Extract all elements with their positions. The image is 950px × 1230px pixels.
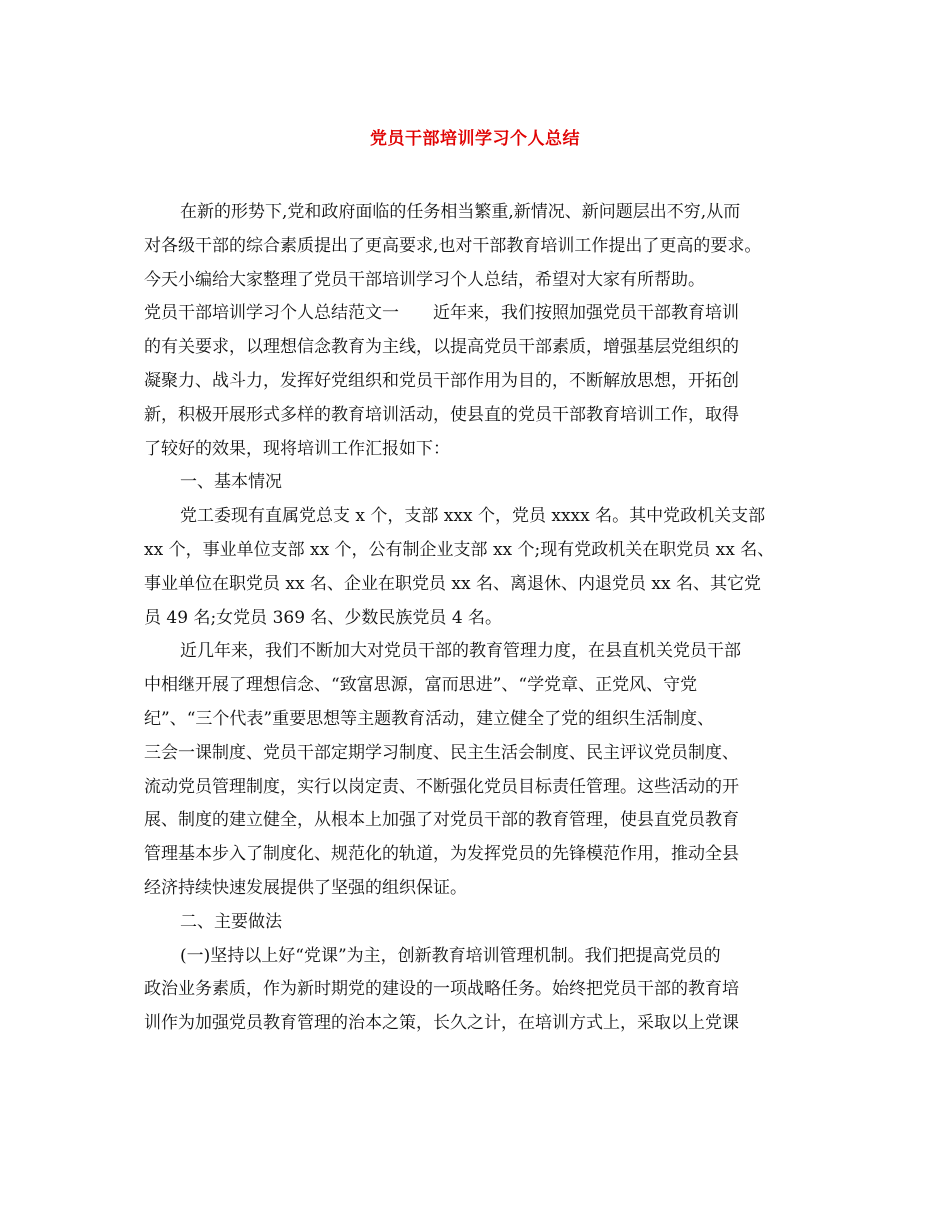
text-line: 流动党员管理制度，实行以岗定责、不断强化党员目标责任管理。这些活动的开 [144,776,739,797]
text-line: 近几年来，我们不断加大对党员干部的教育管理力度，在县直机关党员干部 [180,641,741,662]
text-line: 展、制度的建立健全，从根本上加强了对党员干部的教育管理，使县直党员教育 [144,810,739,831]
text-line: 新，积极开展形式多样的教育培训活动，使县直的党员干部教育培训工作，取得 [144,404,739,425]
text-line: 政治业务素质，作为新时期党的建设的一项战略任务。始终把党员干部的教育培 [144,979,739,1000]
text-line: 了较好的效果，现将培训工作汇报如下： [144,438,450,459]
text-line: 对各级干部的综合素质提出了更高要求,也对干部教育培训工作提出了更高的要求。 [144,235,762,256]
text-line: 事业单位在职党员 xx 名、企业在职党员 xx 名、离退休、内退党员 xx 名、其它党 [144,573,761,594]
text-line: 训作为加强党员教育管理的治本之策，长久之计，在培训方式上，采取以上党课 [144,1013,739,1034]
text-line: 二、主要做法 [180,911,282,932]
text-line: xx 个，事业单位支部 xx 个，公有制企业支部 xx 个;现有党政机关在职党员 xx 名、 [144,539,775,560]
document-body [144,196,824,1041]
text-line: 三会一课制度、党员干部定期学习制度、民主生活会制度、民主评议党员制度、 [144,742,739,763]
text-line: 中相继开展了理想信念、“致富思源，富而思进”、“学党章、正党风、守党 [144,675,698,696]
text-line: 党工委现有直属党总支 x 个，支部 xxx 个，党员 xxxx 名。其中党政机关支部 [180,506,766,527]
text-line: 管理基本步入了制度化、规范化的轨道，为发挥党员的先锋模范作用，推动全县 [144,844,739,865]
text-line: (一)坚持以上好“党课”为主，创新教育培训管理机制。我们把提高党员的 [180,945,721,966]
text-line: 经济持续快速发展提供了坚强的组织保证。 [144,877,467,898]
document-title: 党员干部培训学习个人总结 [370,129,580,149]
text-line: 一、基本情况 [180,472,282,493]
text-line: 员 49 名;女党员 369 名、少数民族党员 4 名。 [144,607,503,628]
text-line: 今天小编给大家整理了党员干部培训学习个人总结，希望对大家有所帮助。 [144,269,705,290]
text-line: 在新的形势下,党和政府面临的任务相当繁重,新情况、新问题层出不穷,从而 [180,202,741,222]
text-line: 凝聚力、战斗力，发挥好党组织和党员干部作用为目的，不断解放思想，开拓创 [144,370,739,391]
text-line: 党员干部培训学习个人总结范文一 近年来，我们按照加强党员干部教育培训 [144,303,739,324]
text-line: 纪”、“三个代表”重要思想等主题教育活动，建立健全了党的组织生活制度、 [144,708,715,729]
text-line: 的有关要求，以理想信念教育为主线，以提高党员干部素质，增强基层党组织的 [144,337,739,358]
